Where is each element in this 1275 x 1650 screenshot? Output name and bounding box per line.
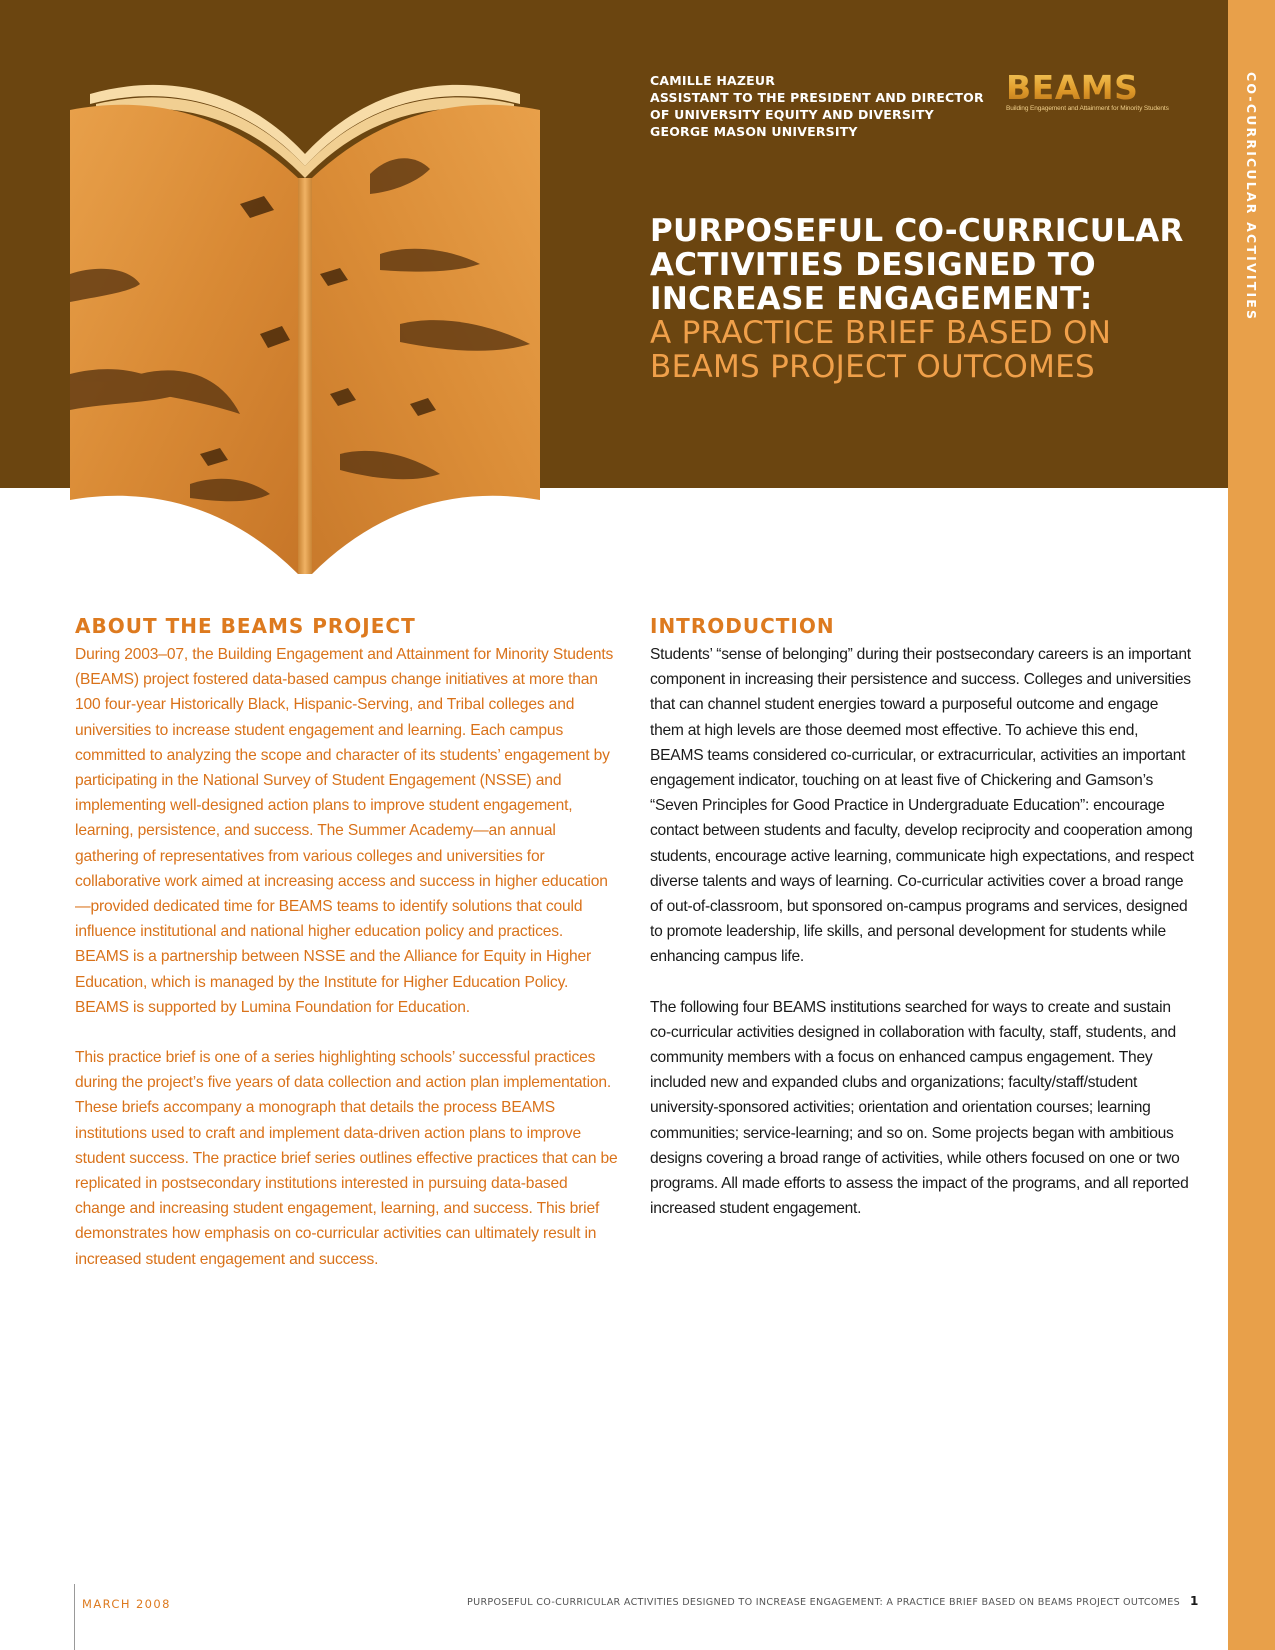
book-illustration [70, 74, 540, 574]
about-section [75, 614, 620, 1272]
about-paragraph: During 2003–07, the Building Engagement and Attainment for Minority Students (BEAMS) project fostered data-based campus change initiatives at more than 100 four-year Historically Black, Hispanic-Serving, and Tribal colleges and universities to increase student engagement and learning. Each campus committed to analyzing the scope and character of its students’ engagement by participating in the National Survey of Student Engagement (NSSE) and implementing well-designed action plans to improve student engagement, learning, persistence, and success. The Summer Academy—an annual gathering of representatives from various colleges and universities for collaborative work aimed at increasing access and success in higher education—provided dedicated time for BEAMS teams to identify solutions that could influence institutional and national higher education policy and practices. BEAMS is a partnership between NSSE and the Alliance for Equity in Higher Education, which is managed by the Institute for Higher Education Policy. BEAMS is supported by Lumina Foundation for Education. [75, 646, 614, 1016]
beams-logo-tagline: Building Engagement and Attainment for Minority Students [1006, 105, 1169, 112]
title-main-line: ACTIVITIES DESIGNED TO [650, 247, 1096, 283]
author-title-line1: ASSISTANT TO THE PRESIDENT AND DIRECTOR [650, 90, 984, 105]
author-institution: GEORGE MASON UNIVERSITY [650, 124, 858, 139]
document-title [650, 214, 1210, 384]
author-block [650, 72, 984, 140]
title-main-line: INCREASE ENGAGEMENT: [650, 281, 1093, 317]
footer-running-title: PURPOSEFUL CO-CURRICULAR ACTIVITIES DESIGNED TO INCREASE ENGAGEMENT: A PRACTICE BRIEF BASED ON BEAMS PROJECT OUTCOMES [467, 1597, 1180, 1608]
introduction-heading: INTRODUCTION [650, 614, 835, 638]
introduction-section [650, 614, 1195, 1221]
author-name: CAMILLE HAZEUR [650, 73, 776, 88]
page-number: 1 [1190, 1594, 1199, 1608]
side-tab-label-wrap [1228, 0, 1275, 488]
book-spine [298, 178, 312, 574]
side-tab-label: CO-CURRICULAR ACTIVITIES [1244, 72, 1259, 322]
footer-date: MARCH 2008 [82, 1597, 171, 1611]
title-main-line: PURPOSEFUL CO-CURRICULAR [650, 213, 1184, 249]
introduction-paragraph: Students’ “sense of belonging” during their postsecondary careers is an important component in increasing their persistence and success. Colleges and universities that can channel student energies toward a purposeful outcome and engage them at high levels are those deemed most effective. To achieve this end, BEAMS teams considered co-curricular, or extracurricular, activities an important engagement indicator, touching on at least five of Chickering and Gamson’s “Seven Principles for Good Practice in Undergraduate Education”: encourage contact between students and faculty, develop reciprocity and cooperation among students, encourage active learning, communicate high expectations, and respect diverse talents and ways of learning. Co-curricular activities cover a broad range of out-of-classroom, but sponsored on-campus programs and services, designed to promote leadership, life skills, and personal development for students while enhancing campus life. [650, 646, 1194, 966]
title-subtitle [650, 316, 1210, 384]
title-sub-line: BEAMS PROJECT OUTCOMES [650, 349, 1096, 385]
title-main [650, 214, 1210, 316]
beams-logo [1006, 70, 1206, 112]
author-title-line2: OF UNIVERSITY EQUITY AND DIVERSITY [650, 107, 934, 122]
about-paragraph: This practice brief is one of a series highlighting schools’ successful practices during the project’s five years of data collection and action plan implementation. These briefs accompany a monograph that details the process BEAMS institutions used to craft and implement data-driven action plans to improve student success. The practice brief series outlines effective practices that can be replicated in postsecondary institutions interested in pursuing data-based change and increasing student engagement, learning, and success. This brief demonstrates how emphasis on co-curricular activities can ultimately result in increased student engagement and success. [75, 1049, 618, 1268]
about-heading: ABOUT THE BEAMS PROJECT [75, 614, 416, 638]
introduction-paragraph: The following four BEAMS institutions searched for ways to create and sustain co-curricular activities designed in collaboration with faculty, staff, students, and community members with a focus on enhanced campus engagement. They included new and expanded clubs and organizations; faculty/staff/student university-sponsored activities; orientation and orientation courses; learning communities; service-learning; and so on. Some projects began with ambitious designs covering a broad range of activities, while others focused on one or two programs. All made efforts to assess the impact of the programs, and all reported increased student engagement. [650, 998, 1189, 1218]
beams-logo-word: BEAMS [1006, 70, 1206, 106]
title-sub-line: A PRACTICE BRIEF BASED ON [650, 315, 1112, 351]
footer-rule [74, 1584, 75, 1650]
